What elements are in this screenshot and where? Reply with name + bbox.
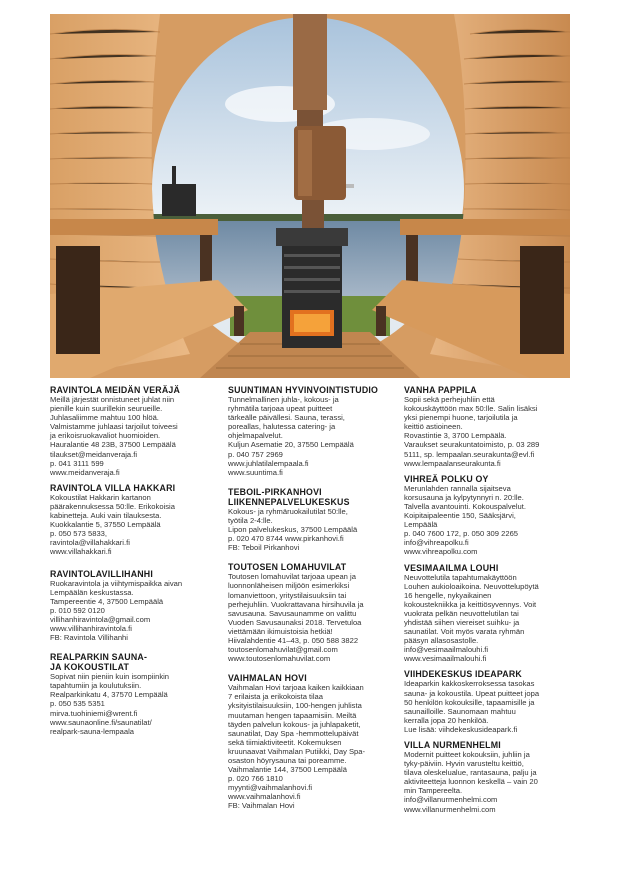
entry-title: SUUNTIMAN HYVINVOINTISTUDIO <box>228 385 379 395</box>
entry-title: REALPARKIN SAUNA- JA KOKOUSTILAT <box>50 652 148 673</box>
entry-title: RAVINTOLA VILLA HAKKARI <box>50 482 176 493</box>
listing-entry <box>50 385 215 477</box>
listing-entry <box>228 385 394 477</box>
entry-body: Meillä järjestät onnistuneet juhlat niin pienille kuin suurillekin seurueille. Juhlasaliimme mahtuu 100 hlöä. Valmistamme juhlaasi tarjoilut toiveesi ja erikoisruokavaliot huomioiden. Hauralantie 48 23B, 37500 Lempäälä tilaukset@meidanveraja.fi p. 041 3111 599 www.meidanveraja.fi <box>50 395 178 477</box>
entry-title: VESIMAAILMA LOUHI <box>404 562 499 573</box>
listing-entry <box>50 569 215 643</box>
entry-title: VIIHDEKESKUS IDEAPARK <box>404 669 522 680</box>
entry-title: RAVINTOLAVILLIHANHI <box>50 568 154 579</box>
listing-entry <box>404 669 570 734</box>
entry-title: VAIHMALAN HOVI <box>228 673 307 684</box>
entry-body: Kokoustilat Hakkarin kartanon päärakennuksessa 50:lle. Erikokoisia kabinetteja. Auki vain tilauksesta. Kuokkalantie 5, 37550 Lempäälä p. 050 573 5833, ravintola@villahakkari.fi www.villahakkari.fi <box>50 492 175 557</box>
entry-body: Kokous- ja ryhmäruokailutilat 50:lle, työtila 2-4:lle. Lipon palvelukeskus, 37500 Lempäälä p. 020 470 8744 www.pirkanhovi.fi FB: Teboil Pirkanhovi <box>228 506 358 553</box>
entry-body: Sopivat niin pieniin kuin isompiinkin tapahtumiin ja koulutuksiin. Realparkinkatu 4, 37570 Lempäälä p. 050 535 5351 mirva.tuohiniemi@wrent.fi www.saunaonline.fi/saunatilat/ realpark-sauna-lempaala <box>50 672 170 736</box>
entry-body: Sopii sekä perhejuhliin että kokouskäyttöön max 50:lle. Salin lisäksi yksi pienempi huone, tarjoilutila ja keittiö astioineen. Rovastintie 3, 3700 Lempäälä. Varaukset seurakuntatoimisto, p. 03 289 5111, sp. lempaalan.seurakunta@evl.fi www.lempaalanseurakunta.fi <box>404 395 540 468</box>
entry-title: VIHREÄ POLKU OY <box>404 473 489 484</box>
sauna-photo <box>50 14 570 378</box>
listing-entry <box>228 673 394 810</box>
listing-entry <box>404 385 570 468</box>
entry-title: TEBOIL-PIRKANHOVI LIIKENNEPALVELUKESKUS <box>228 486 350 507</box>
entry-title: VILLA NURMENHELMI <box>404 740 501 750</box>
listing-entry <box>228 562 394 663</box>
listing-entry <box>404 740 570 814</box>
entry-title: VANHA PAPPILA <box>404 385 477 395</box>
entry-body: Merunlahden rannalla sijaitseva korsusauna ja kylpytynnyri n. 20:lle. Talvella avantouinti. Kokouspalvelut. Koipitaipaleentie 150, Sääksjärvi, Lempäälä p. 040 7600 172, p. 050 309 2265 info@vihreapolku.fi www.vihreapolku.com <box>404 483 526 557</box>
listing-entry <box>404 563 570 664</box>
listing-entry <box>228 487 394 552</box>
column-2 <box>228 385 394 817</box>
entry-body: Toutosen lomahuvilat tarjoaa upean ja luonnonläheisen miljöön esimerkiksi lomanviettoon, yritystilaisuuksiin tai perhejuhliin. Vuokrattavana hirsihuvila ja savusauna. Savusaunamme on valittu Vuoden Savusaunaksi 2018. Tervetuloa viettämään ikimuistoisia hetkiä! Hiivalahdentie 41–43, p. 050 588 3822 toutosenlomahuvilat@gmail.com www.toutosenlomahuvilat.com <box>228 572 364 664</box>
entry-title: RAVINTOLA MEIDÄN VERÄJÄ <box>50 385 181 395</box>
column-3 <box>404 385 570 820</box>
barrel-sauna-illustration <box>50 14 570 378</box>
entry-body: Neuvottelutila tapahtumakäyttöön Louhen aukioloaikoina. Neuvottelupöytä 16 hengelle, nykyaikainen kokoustekniikka ja keittiösyvennys. Voit vuokrata pelkän neuvottelutilan tai yhdistää siihen viereiset suihku- ja saunatilat. Voit myös varata ryhmän pääsyn allasosastolle. info@vesimaailmalouhi.fi www.vesimaailmalouhi.fi <box>404 572 539 664</box>
directory-listing <box>50 385 570 865</box>
entry-body: Ruokaravintola ja viihtymispaikka aivan Lempäälän keskustassa. Tampereentie 4, 37500 Lempäälä p. 010 592 0120 villihanhiravintola@gmail.com www.villihanhiravintola.fi FB: Ravintola Villihanhi <box>50 578 183 643</box>
entry-body: Tunnelmallinen juhla-, kokous- ja ryhmätila tarjoaa upeat puitteet tärkeälle päivällesi. Sauna, terassi, poreallas, halutessa catering- ja ohjelmapalvelut. Kuljun Asematie 20, 37550 Lempäälä p. 040 757 2969 www.juhlatilalempaala.fi www.suuntima.fi <box>228 395 354 477</box>
entry-body: Ideaparkin kakkoskerroksessa tasokas sauna- ja kokoustila. Upeat puitteet jopa 50 henkilön kokouksille, tapaamisille ja saunailloille. Saunomaan mahtuu kerralla jopa 20 henkilöä. Lue lisää: viihdekeskusideapark.fi <box>404 679 540 734</box>
column-1 <box>50 385 215 742</box>
listing-entry <box>50 652 215 736</box>
listing-entry <box>50 483 215 557</box>
entry-body: Vaihmalan Hovi tarjoaa kaiken kaikkiaan 7 erilaista ja erikokoista tilaa yksityistilaisuuksiin, 100-hengen juhlista muutaman hengen tapaamisiin. Meiltä täyden palvelun kokous- ja juhlapaketit, saunatilat, Day Spa -hemmottelupäivät sekä tiimiaktiviteetit. Kokemuksen kruunaavat Vaihmalan Putiikki, Day Spa- osaston höyrysauna tai poreamme. Vaihmalantie 144, 37500 Lempäälä p. 020 766 1810 myynti@vaihmalanhovi.fi www.vaihmalanhovi.fi FB: Vaihmalan Hovi <box>228 683 366 811</box>
entry-body: Modernit puitteet kokouksiin, juhliin ja tyky-päiviin. Hyvin varusteltu keittiö, tilava oleskelualue, rantasauna, palju ja aktiviteetteja luonnon keskellä – vain 20 min Tampereelta. info@villanurmenhelmi.com www.villanurmenhelmi.com <box>404 750 538 814</box>
entry-title: TOUTOSEN LOMAHUVILAT <box>228 562 347 573</box>
listing-entry <box>404 474 570 557</box>
